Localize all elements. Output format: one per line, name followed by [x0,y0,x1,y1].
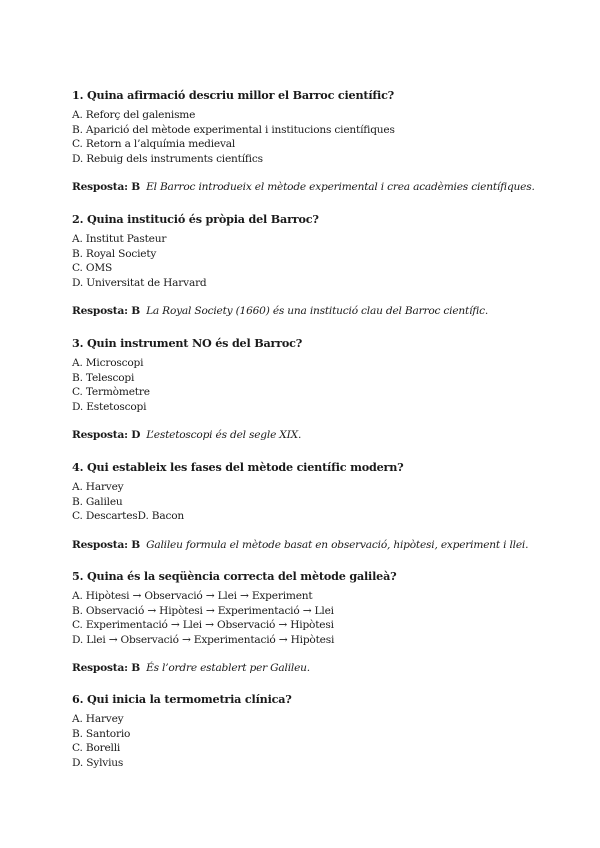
option-b: B. Santorio [72,727,131,740]
answer-explanation: La Royal Society (1660) és una institució clau del Barroc científic. [146,305,489,318]
answer-explanation: El Barroc introdueix el mètode experimental i crea acadèmies científiques. [146,181,535,194]
answer [72,180,535,194]
answer-label: Resposta: B [72,181,141,194]
question-1 [72,88,535,208]
option-d: D. Universitat de Harvard [72,276,207,289]
option-c: C. Borelli [72,742,121,755]
option-b: B. Royal Society [72,247,157,260]
option-a: A. Institut Pasteur [72,233,167,245]
option-d: D. Llei → Observació → Experimentació → Hipòtesi [72,633,335,646]
option-d: D. Sylvius [72,756,124,769]
answer [72,304,488,318]
answer [72,428,302,442]
answer-label: Resposta: B [72,662,141,675]
question-title: 6. Qui inicia la termometria clínica? [72,692,292,706]
answer-label: Resposta: B [72,538,141,551]
option-a: A. Hipòtesi → Observació → Llei → Experiment [72,590,313,602]
option-b: B. Telescopi [72,371,135,384]
option-a: A. Reforç del galenisme [72,109,196,121]
answer-explanation: L’estetoscopi és del segle XIX. [146,429,302,442]
question-title: 1. Quina afirmació descriu millor el Barroc científic? [72,88,395,102]
question-3 [72,336,302,456]
question-title: 3. Quin instrument NO és del Barroc? [72,336,303,350]
option-d: D. Rebuig dels instruments científics [72,152,263,165]
option-c: C. Experimentació → Llei → Observació → Hipòtesi [72,619,334,632]
option-a: A. Microscopi [72,357,144,369]
question-5 [72,569,396,689]
answer-label: Resposta: B [72,305,141,318]
option-d: D. Estetoscopi [72,400,147,413]
answer-explanation: Galileu formula el mètode basat en observació, hipòtesi, experiment i llei. [146,538,529,551]
question-title: 2. Quina institució és pròpia del Barroc? [72,212,319,226]
answer-label: Resposta: D [72,429,141,442]
option-a: A. Harvey [72,481,124,493]
question-2 [72,212,488,332]
question-title: 5. Quina és la seqüència correcta del mètode galileà? [72,569,397,583]
option-c: C. Retorn a l’alquímia medieval [72,138,236,151]
option-c: C. OMS [72,262,113,275]
option-c-d: C. DescartesD. Bacon [72,510,185,523]
question-4 [72,460,528,566]
question-6 [72,692,292,770]
answer [72,538,528,552]
option-b: B. Aparició del mètode experimental i institucions científiques [72,123,395,136]
answer-explanation: És l’ordre establert per Galileu. [146,662,310,675]
option-b: B. Observació → Hipòtesi → Experimentació → Llei [72,604,334,617]
answer [72,661,396,675]
option-a: A. Harvey [72,713,124,725]
option-b: B. Galileu [72,495,123,508]
question-title: 4. Qui estableix les fases del mètode científic modern? [72,460,404,474]
option-c: C. Termòmetre [72,386,150,399]
